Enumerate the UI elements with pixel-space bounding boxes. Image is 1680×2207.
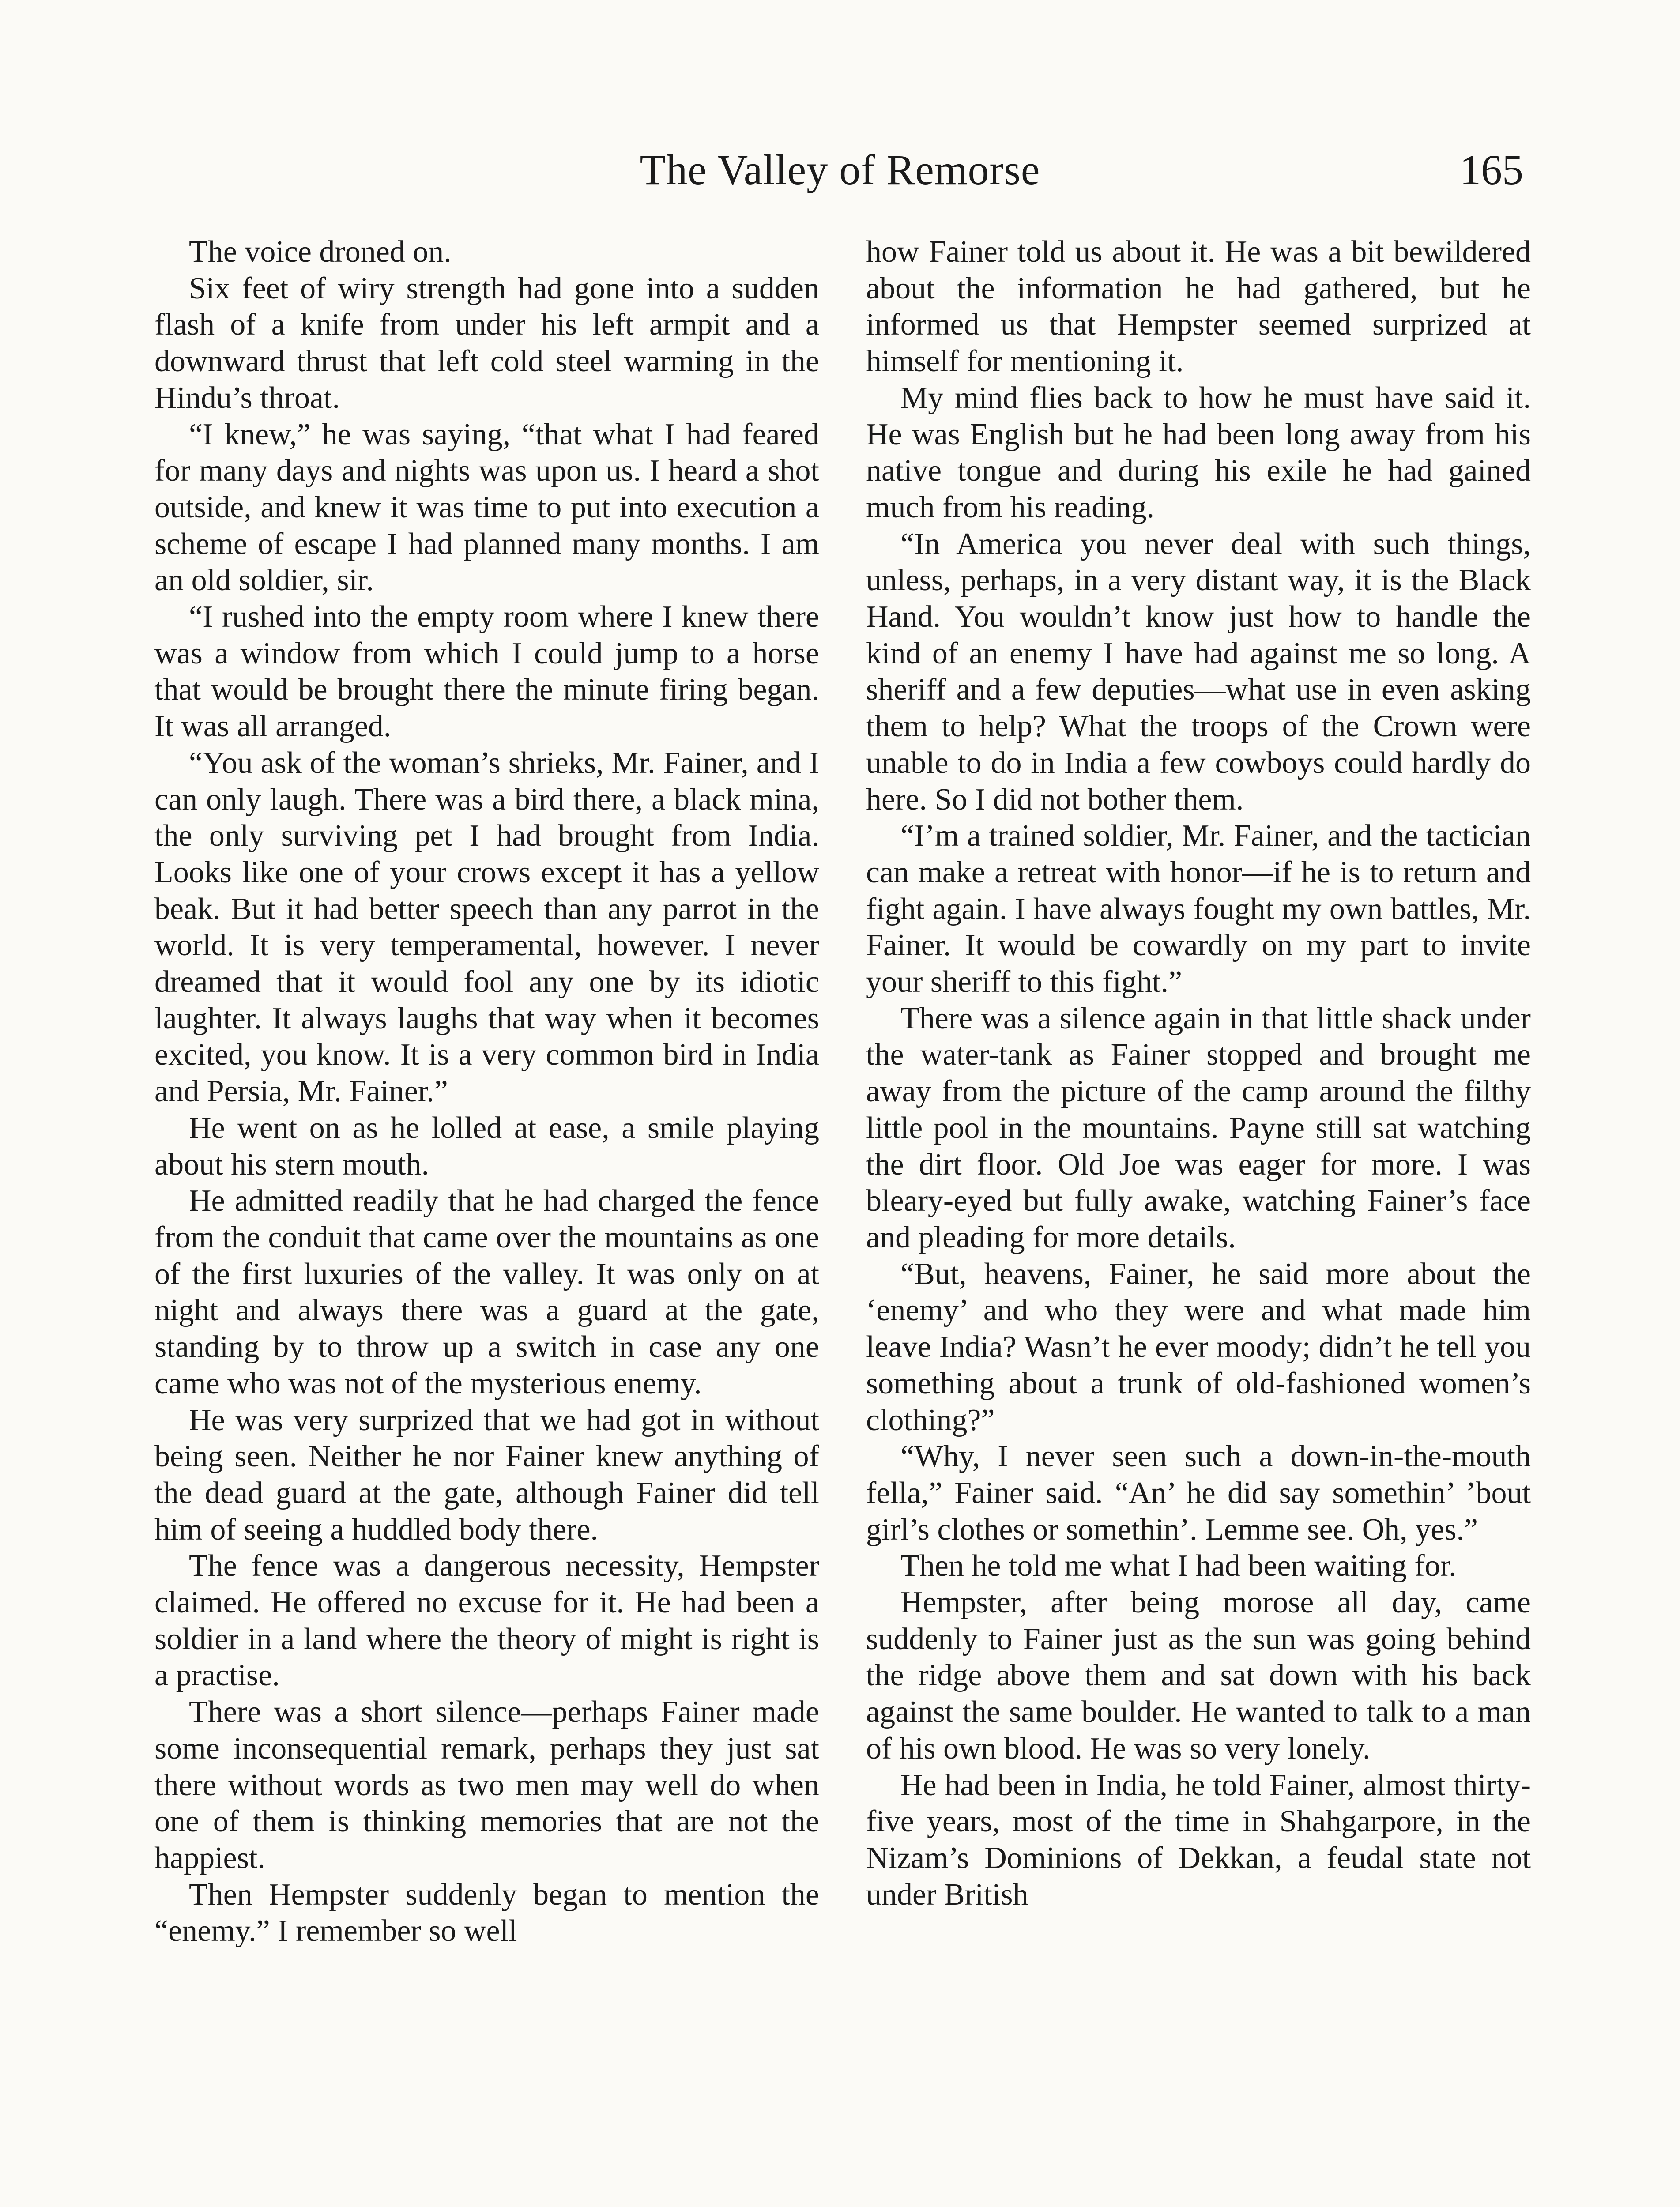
paragraph: Then he told me what I had been waiting for. [900, 1549, 1457, 1583]
paragraph: He had been in India, he told Fainer, almost thirty-five years, most of the time in Shahgarpore, in the Nizam’s Dominions of Dekkan, a feudal state not under British [866, 1768, 1531, 1912]
paragraph: “I rushed into the empty room where I knew there was a window from which I could jump to a horse that would be brought there the minute firing began. It was all arranged. [154, 600, 819, 744]
paragraph: Hempster, after being morose all day, came suddenly to Fainer just as the sun was going behind the ridge above them and sat down with his back against the same boulder. He wanted to talk to a man of his own blood. He was so very lonely. [866, 1586, 1531, 1766]
paragraph: There was a short silence—perhaps Fainer made some inconsequential remark, perhaps they just sat there without words as two men may well do when one of them is thinking memories that are not the happiest. [154, 1695, 819, 1875]
right-column [866, 234, 1531, 1913]
paragraph: “I’m a trained soldier, Mr. Fainer, and the tactician can make a retreat with honor—if he is to return and fight again. I have always fought my own battles, Mr. Fainer. It would be cowardly on my part to invite your sheriff to this fight.” [866, 819, 1531, 999]
running-title: The Valley of Remorse [640, 146, 1040, 193]
paragraph: He was very surprized that we had got in without being seen. Neither he nor Fainer knew anything of the dead guard at the gate, although Fainer did tell him of seeing a huddled body there. [154, 1403, 819, 1547]
left-column [154, 234, 819, 1950]
paragraph: Then Hempster suddenly began to mention the “enemy.” I remember so well [154, 1877, 819, 1948]
paragraph: There was a silence again in that little shack under the water-tank as Fainer stopped and brought me away from the picture of the camp around the filthy little pool in the mountains. Payne still sat watching the dirt floor. Old Joe was eager for more. I was bleary-eyed but fully awake, watching Fainer’s face and pleading for more details. [866, 1001, 1531, 1254]
paragraph: “You ask of the woman’s shrieks, Mr. Fainer, and I can only laugh. There was a bird there, a black mina, the only surviving pet I had brought from India. Looks like one of your crows except it has a yellow beak. But it had better speech than any parrot in the world. It is very temperamental, however. I never dreamed that it would fool any one by its idiotic laughter. It always laughs that way when it becomes excited, you know. It is a very common bird in India and Persia, Mr. Fainer.” [154, 746, 819, 1109]
page-number: 165 [1460, 146, 1523, 193]
paragraph: The fence was a dangerous necessity, Hempster claimed. He offered no excuse for it. He had been a soldier in a land where the theory of might is right is a practise. [154, 1549, 819, 1693]
paragraph: He went on as he lolled at ease, a smile playing about his stern mouth. [154, 1111, 819, 1182]
paragraph: how Fainer told us about it. He was a bit bewildered about the information he had gathered, but he informed us that Hempster seemed surprized at himself for mentioning it. [866, 235, 1531, 379]
paragraph: “Why, I never seen such a down-in-the-mouth fella,” Fainer said. “An’ he did say somethin’ ’bout girl’s clothes or somethin’. Lemme see. Oh, yes.” [866, 1439, 1531, 1547]
paragraph: My mind flies back to how he must have said it. He was English but he had been long away from his native tongue and during his exile he had gained much from his reading. [866, 380, 1531, 524]
paragraph: “I knew,” he was saying, “that what I had feared for many days and nights was upon us. I heard a shot outside, and knew it was time to put into execution a scheme of escape I had planned many months. I am an old soldier, sir. [154, 417, 819, 598]
paragraph: “In America you never deal with such things, unless, perhaps, in a very distant way, it is the Black Hand. You wouldn’t know just how to handle the kind of an enemy I have had against me so long. A sheriff and a few deputies—what use in even asking them to help? What the troops of the Crown were unable to do in India a few cowboys could hardly do here. So I did not bother them. [866, 527, 1531, 817]
paragraph: The voice droned on. [189, 235, 452, 269]
paragraph: He admitted readily that he had charged the fence from the conduit that came over the mountains as one of the first luxuries of the valley. It was only on at night and always there was a guard at the gate, standing by to throw up a switch in case any one came who was not of the mysterious enemy. [154, 1184, 819, 1401]
paragraph: Six feet of wiry strength had gone into a sudden flash of a knife from under his left armpit and a downward thrust that left cold steel warming in the Hindu’s throat. [154, 271, 819, 415]
paragraph: “But, heavens, Fainer, he said more about the ‘enemy’ and who they were and what made him leave India? Wasn’t he ever moody; didn’t he tell you something about a trunk of old-fashioned women’s clothing?” [866, 1257, 1531, 1437]
